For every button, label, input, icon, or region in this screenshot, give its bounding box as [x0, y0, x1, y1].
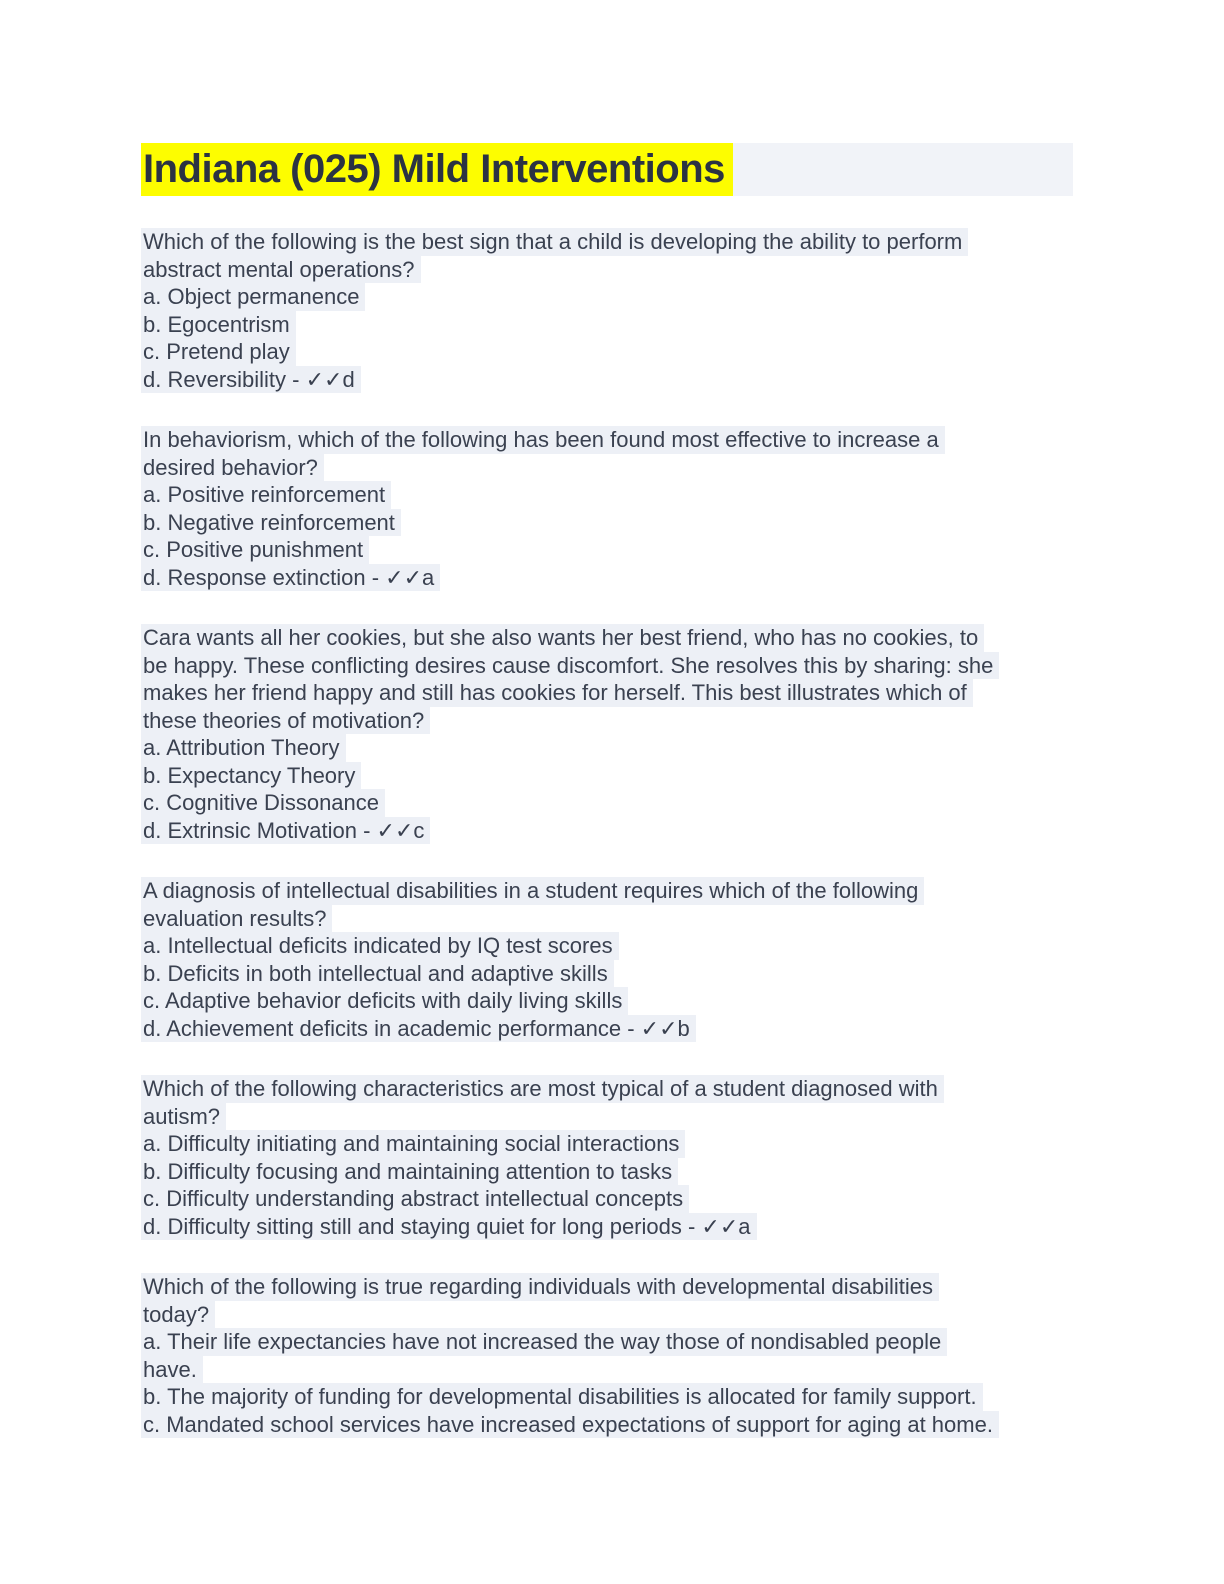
text-line-row — [141, 932, 1081, 960]
text-line: makes her friend happy and still has cookies for herself. This best illustrates which of — [141, 679, 973, 707]
text-line: b. Egocentrism — [141, 311, 296, 339]
text-line-row — [141, 1158, 1081, 1186]
text-line-row — [141, 987, 1081, 1015]
text-line-row — [141, 481, 1081, 509]
text-line: b. Negative reinforcement — [141, 509, 401, 537]
text-line-row — [141, 1301, 1081, 1329]
text-line: Which of the following is true regarding individuals with developmental disabilities — [141, 1273, 939, 1301]
text-line-row — [141, 707, 1081, 735]
text-line-row — [141, 1213, 1081, 1241]
text-line: Cara wants all her cookies, but she also wants her best friend, who has no cookies, to — [141, 624, 984, 652]
text-line-row — [141, 564, 1081, 592]
text-line-row — [141, 877, 1081, 905]
text-line-row — [141, 905, 1081, 933]
text-line-row — [141, 679, 1081, 707]
text-line: d. Reversibility - ✓✓d — [141, 366, 361, 394]
text-line: a. Difficulty initiating and maintaining social interactions — [141, 1130, 685, 1158]
document-title: Indiana (025) Mild Interventions — [141, 143, 733, 196]
text-line-row — [141, 366, 1081, 394]
text-line: be happy. These conflicting desires cause discomfort. She resolves this by sharing: she — [141, 652, 999, 680]
text-line: autism? — [141, 1103, 226, 1131]
text-line-row — [141, 1411, 1081, 1439]
question-block — [141, 426, 1081, 591]
text-line: c. Cognitive Dissonance — [141, 789, 385, 817]
text-line-row — [141, 1273, 1081, 1301]
text-line-row — [141, 454, 1081, 482]
question-block — [141, 1075, 1081, 1240]
text-line-row — [141, 1130, 1081, 1158]
text-line: c. Adaptive behavior deficits with daily living skills — [141, 987, 628, 1015]
text-line-row — [141, 817, 1081, 845]
text-line-row — [141, 256, 1081, 284]
text-line-row — [141, 509, 1081, 537]
text-line-row — [141, 652, 1081, 680]
text-line: abstract mental operations? — [141, 256, 421, 284]
text-line: these theories of motivation? — [141, 707, 430, 735]
text-line-row — [141, 1103, 1081, 1131]
text-line-row — [141, 734, 1081, 762]
text-line-row — [141, 762, 1081, 790]
text-line-row — [141, 1328, 1081, 1356]
questions-container — [141, 228, 1081, 1438]
text-line-row — [141, 338, 1081, 366]
text-line: c. Pretend play — [141, 338, 296, 366]
text-line-row — [141, 624, 1081, 652]
text-line: c. Positive punishment — [141, 536, 369, 564]
text-line-row — [141, 1185, 1081, 1213]
title-row — [141, 143, 1073, 196]
text-line-row — [141, 960, 1081, 988]
text-line-row — [141, 426, 1081, 454]
text-line-row — [141, 283, 1081, 311]
text-line-row — [141, 789, 1081, 817]
text-line: d. Response extinction - ✓✓a — [141, 564, 440, 592]
text-line: Which of the following is the best sign that a child is developing the ability to perform — [141, 228, 968, 256]
text-line: A diagnosis of intellectual disabilities in a student requires which of the following — [141, 877, 924, 905]
text-line-row — [141, 311, 1081, 339]
text-line-row — [141, 1356, 1081, 1384]
question-block — [141, 624, 1081, 844]
text-line-row — [141, 536, 1081, 564]
text-line: have. — [141, 1356, 203, 1384]
text-line-row — [141, 1015, 1081, 1043]
text-line: a. Attribution Theory — [141, 734, 346, 762]
text-line: c. Mandated school services have increased expectations of support for aging at home. — [141, 1411, 999, 1439]
text-line: today? — [141, 1301, 215, 1329]
text-line: b. Difficulty focusing and maintaining attention to tasks — [141, 1158, 678, 1186]
text-line: evaluation results? — [141, 905, 332, 933]
text-line: d. Achievement deficits in academic performance - ✓✓b — [141, 1015, 696, 1043]
text-line: b. Expectancy Theory — [141, 762, 361, 790]
text-line: a. Object permanence — [141, 283, 365, 311]
text-line: Which of the following characteristics are most typical of a student diagnosed with — [141, 1075, 944, 1103]
question-block — [141, 1273, 1081, 1438]
text-line: a. Intellectual deficits indicated by IQ test scores — [141, 932, 619, 960]
text-line: b. The majority of funding for developmental disabilities is allocated for family support. — [141, 1383, 983, 1411]
text-line: desired behavior? — [141, 454, 324, 482]
text-line: a. Their life expectancies have not increased the way those of nondisabled people — [141, 1328, 947, 1356]
text-line: d. Extrinsic Motivation - ✓✓c — [141, 817, 430, 845]
text-line: In behaviorism, which of the following has been found most effective to increase a — [141, 426, 945, 454]
text-line: d. Difficulty sitting still and staying quiet for long periods - ✓✓a — [141, 1213, 757, 1241]
question-block — [141, 228, 1081, 393]
text-line: b. Deficits in both intellectual and adaptive skills — [141, 960, 614, 988]
question-block — [141, 877, 1081, 1042]
text-line-row — [141, 1075, 1081, 1103]
document-page — [141, 143, 1081, 1438]
text-line-row — [141, 228, 1081, 256]
text-line: c. Difficulty understanding abstract intellectual concepts — [141, 1185, 689, 1213]
text-line: a. Positive reinforcement — [141, 481, 391, 509]
text-line-row — [141, 1383, 1081, 1411]
